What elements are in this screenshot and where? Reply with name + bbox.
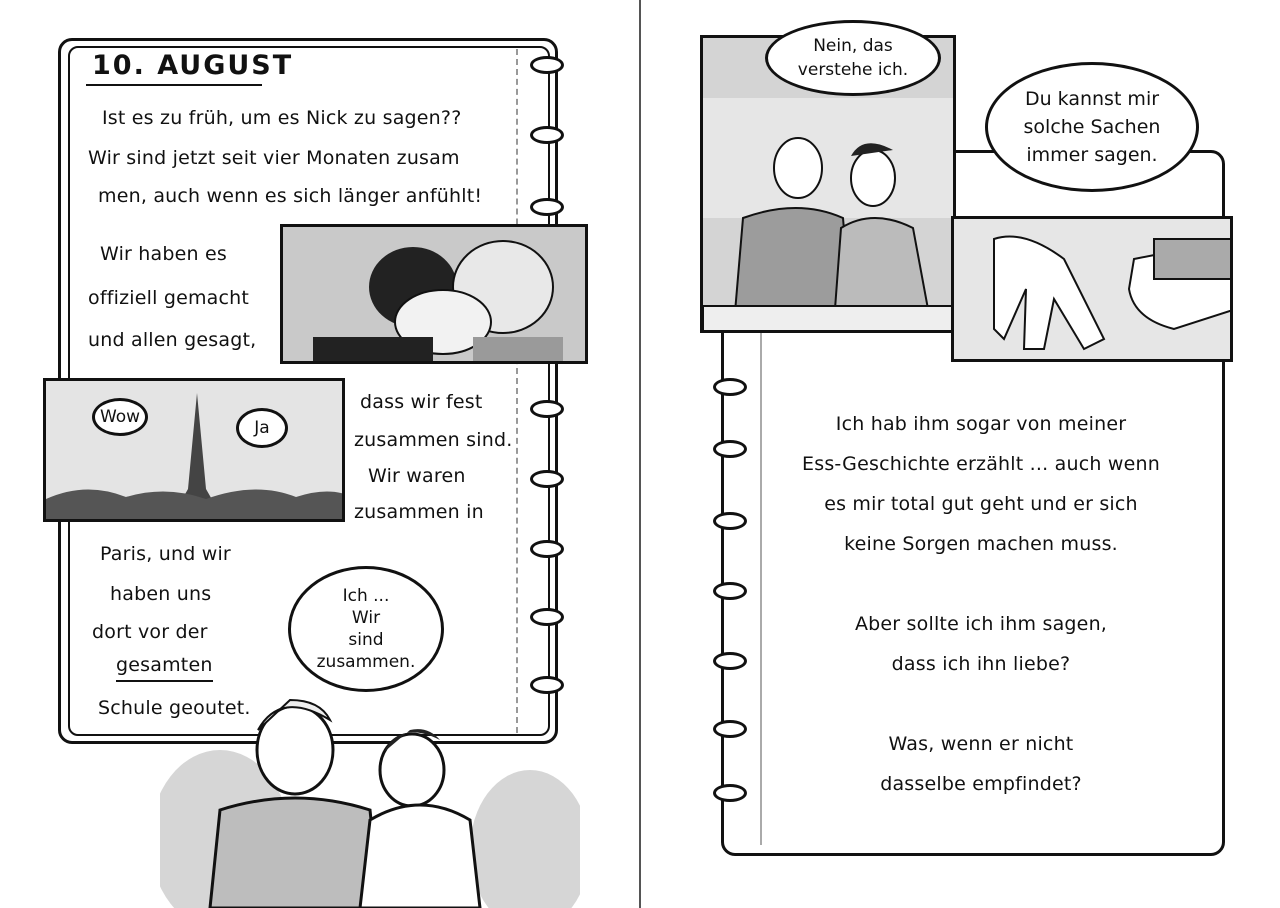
paris-speech-bubble-left — [92, 398, 148, 436]
bubble-text: Wow — [99, 407, 141, 427]
diary-line: Ist es zu früh, um es Nick zu sagen?? — [102, 107, 462, 129]
diary-line: Wir haben es — [100, 243, 228, 265]
diary-paragraph-2 — [781, 604, 1181, 684]
bubble-text: Nein, das — [813, 36, 893, 56]
diary-paragraph-3 — [781, 724, 1181, 804]
bubble-text: verstehe ich. — [797, 60, 909, 80]
diary-line: men, auch wenn es sich länger anfühlt! — [98, 185, 483, 207]
diary-line: dasselbe empfindet? — [880, 773, 1082, 795]
diary-line: offiziell gemacht — [88, 287, 250, 309]
bubble-text: solche Sachen — [1023, 116, 1161, 138]
diary-line: es mir total gut geht und er sich — [824, 493, 1138, 515]
speech-bubble-you-can-tell-me — [985, 62, 1199, 192]
speech-bubble-we-are-together — [288, 566, 444, 692]
diary-line-underlined: gesamten — [116, 650, 213, 682]
diary-line: Wir sind jetzt seit vier Monaten zusam — [88, 147, 460, 169]
bubble-text: sind — [348, 630, 384, 650]
hands-panel-illustration — [951, 216, 1233, 362]
spiral-ring — [530, 56, 564, 74]
diary-line: dass wir fest — [360, 391, 483, 413]
diary-line: keine Sorgen machen muss. — [844, 533, 1118, 555]
bubble-text: zusammen. — [316, 652, 416, 672]
bubble-text: Ich ... — [342, 586, 390, 606]
spiral-ring — [530, 198, 564, 216]
spiral-ring — [530, 400, 564, 418]
diary-line: Ich hab ihm sogar von meiner — [835, 413, 1127, 435]
spiral-ring — [530, 608, 564, 626]
spiral-ring — [713, 582, 747, 600]
diary-line: zusammen sind. — [354, 429, 513, 451]
diary-line: dass ich ihn liebe? — [891, 653, 1071, 675]
diary-paragraph-1 — [781, 404, 1181, 564]
diary-line: Wir waren — [368, 465, 466, 487]
speech-bubble-understand — [765, 20, 941, 96]
spiral-ring — [713, 512, 747, 530]
spiral-ring — [530, 470, 564, 488]
paris-panel-illustration — [43, 378, 345, 522]
diary-line: Aber sollte ich ihm sagen, — [854, 613, 1108, 635]
diary-line: und allen gesagt, — [88, 329, 257, 351]
diary-line: zusammen in — [354, 501, 484, 523]
spiral-ring — [713, 440, 747, 458]
right-page — [641, 0, 1280, 908]
bubble-text: Ja — [254, 418, 270, 438]
bubble-text: immer sagen. — [1026, 144, 1158, 166]
characters-illustration — [160, 690, 580, 908]
diary-line: Paris, und wir — [100, 543, 231, 565]
spiral-ring — [530, 126, 564, 144]
spiral-ring — [713, 720, 747, 738]
diary-date-heading: 10. AUGUST — [92, 50, 294, 81]
spiral-ring — [713, 378, 747, 396]
spiral-ring — [713, 652, 747, 670]
kiss-panel-illustration — [280, 224, 588, 364]
bubble-text: Du kannst mir — [1024, 88, 1160, 110]
diary-line: haben uns — [110, 583, 212, 605]
diary-line: Ess-Geschichte erzählt ... auch wenn — [802, 453, 1160, 475]
diary-line: Was, wenn er nicht — [888, 733, 1074, 755]
heading-underline — [86, 84, 262, 86]
paris-speech-bubble-right — [236, 408, 288, 448]
spiral-ring — [713, 784, 747, 802]
spiral-ring — [530, 540, 564, 558]
diary-line: dort vor der — [92, 621, 208, 643]
diary-line: Schule geoutet. — [98, 697, 251, 719]
bubble-text: Wir — [351, 608, 381, 628]
left-page — [0, 0, 639, 908]
